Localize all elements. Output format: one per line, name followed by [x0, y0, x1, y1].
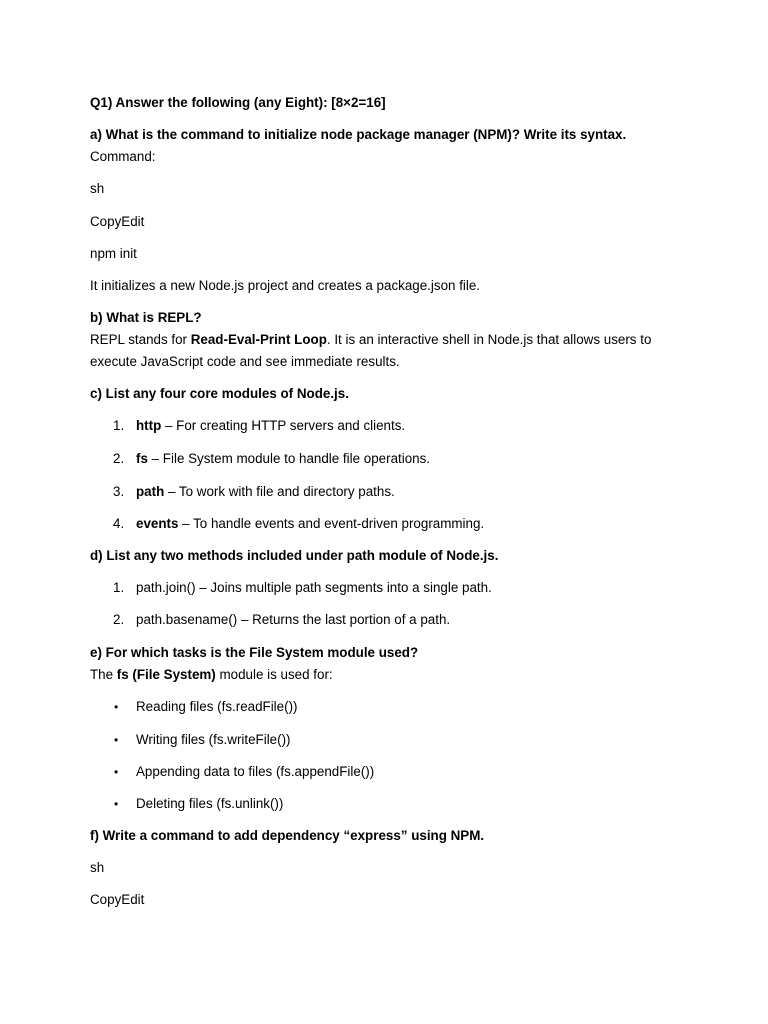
code-language-label: sh	[90, 181, 105, 196]
module-description: – File System module to handle file operations.	[147, 451, 431, 466]
module-description: – To work with file and directory paths.	[164, 484, 395, 499]
list-number: 1.	[113, 580, 125, 595]
code-line: npm init	[90, 246, 137, 261]
code-language-label: sh	[90, 860, 105, 875]
bullet-icon: •	[114, 700, 119, 714]
list-item-text	[136, 448, 430, 470]
question-b: b) What is REPL?	[90, 310, 202, 325]
answer-b-pre: REPL stands for	[90, 332, 191, 347]
list-item-text	[136, 415, 405, 437]
answer-a-text: It initializes a new Node.js project and creates a package.json file.	[90, 278, 481, 293]
list-item-text: Appending data to files (fs.appendFile())	[136, 764, 375, 779]
answer-e-pre: The	[90, 667, 117, 682]
answer-b-term: Read-Eval-Print Loop	[190, 332, 327, 347]
answer-b-line-2: execute JavaScript code and see immediate results.	[90, 354, 400, 369]
bullet-icon: •	[114, 733, 119, 747]
bullet-icon: •	[114, 765, 119, 779]
list-item-text: Writing files (fs.writeFile())	[136, 732, 291, 747]
answer-e-intro	[90, 664, 333, 686]
list-number: 3.	[113, 484, 125, 499]
question-c: c) List any four core modules of Node.js.	[90, 386, 349, 401]
answer-b-line-1	[90, 329, 651, 351]
module-name: events	[136, 516, 179, 531]
question-d: d) List any two methods included under path module of Node.js.	[90, 548, 499, 563]
command-label: Command:	[90, 149, 156, 164]
copy-edit-label: CopyEdit	[90, 214, 145, 229]
copy-edit-label: CopyEdit	[90, 892, 145, 907]
list-number: 2.	[113, 451, 125, 466]
list-number: 4.	[113, 516, 125, 531]
answer-e-post: module is used for:	[215, 667, 333, 682]
bullet-icon: •	[114, 797, 119, 811]
module-name: http	[136, 418, 162, 433]
module-description: – For creating HTTP servers and clients.	[161, 418, 406, 433]
module-description: – To handle events and event-driven programming.	[178, 516, 485, 531]
question-a: a) What is the command to initialize node package manager (NPM)? Write its syntax.	[90, 127, 627, 142]
list-item-text: Reading files (fs.readFile())	[136, 699, 298, 714]
list-item-text: path.basename() – Returns the last portion of a path.	[136, 612, 451, 627]
list-item-text	[136, 513, 484, 535]
answer-b-post: . It is an interactive shell in Node.js that allows users to	[326, 332, 652, 347]
answer-e-term: fs (File System)	[116, 667, 216, 682]
module-name: fs	[136, 451, 148, 466]
list-number: 1.	[113, 418, 125, 433]
list-number: 2.	[113, 612, 125, 627]
list-item-text: Deleting files (fs.unlink())	[136, 796, 284, 811]
question-e: e) For which tasks is the File System module used?	[90, 645, 419, 660]
question-f: f) Write a command to add dependency “express” using NPM.	[90, 828, 485, 843]
module-name: path	[136, 484, 165, 499]
list-item-text	[136, 481, 395, 503]
section-heading: Q1) Answer the following (any Eight): [8×2=16]	[90, 95, 386, 110]
list-item-text: path.join() – Joins multiple path segments into a single path.	[136, 580, 492, 595]
